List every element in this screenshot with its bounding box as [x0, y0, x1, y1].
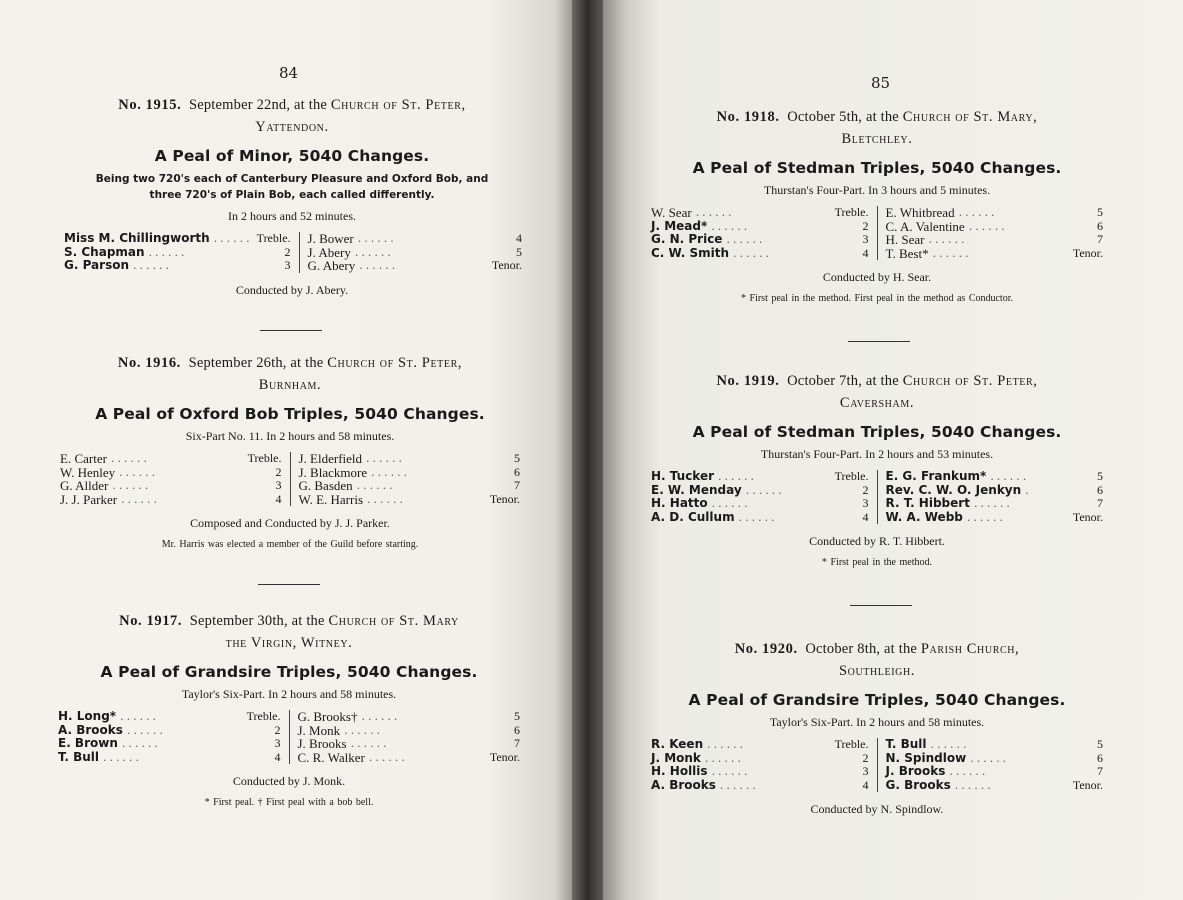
- leader-dots: ......: [371, 465, 411, 479]
- leader-dots: ......: [718, 470, 758, 483]
- leader-dots: ......: [110, 452, 150, 465]
- ringer-row: [651, 765, 869, 779]
- band-column-left: [651, 738, 878, 792]
- peal-duration: Thurstan's Four-Part. In 2 hours and 53 minutes.: [760, 447, 994, 461]
- ringer-row: [60, 493, 282, 507]
- ringer-row: [299, 452, 521, 466]
- ringer-row: [886, 247, 1104, 261]
- band-column-right: [878, 738, 1104, 792]
- ringer-name: Rev. C. W. O. Jenkyn: [885, 482, 1022, 497]
- bell-position: Treble.: [834, 737, 869, 751]
- ringer-name: J. Brooks: [885, 764, 946, 778]
- band-column-right: [878, 206, 1104, 260]
- ringer-name: T. Bull: [885, 737, 927, 751]
- leader-dots: .: [1025, 483, 1032, 497]
- ringer-name: E. W. Menday: [651, 482, 742, 497]
- band-column-left: [651, 470, 878, 524]
- ringer-name: J. Elderfield: [298, 451, 363, 466]
- leader-dots: ......: [344, 723, 384, 737]
- ringer-name: G. Basden: [298, 478, 353, 493]
- leader-dots: ......: [126, 723, 166, 737]
- peal-duration: Taylor's Six-Part. In 2 hours and 58 minutes.: [769, 715, 985, 729]
- peal-heading: No. 1918. October 5th, at the Church of St. Mary, Bletchley.: [716, 109, 1038, 147]
- ringer-row: [651, 497, 869, 511]
- bell-position: 7: [514, 478, 520, 492]
- ringer-name: G. Brooks†: [297, 709, 358, 724]
- leader-dots: ......: [733, 246, 773, 260]
- bell-position: 6: [514, 722, 520, 737]
- peal-duration: Six-Part No. 11. In 2 hours and 58 minutes.: [185, 429, 395, 443]
- bell-position: 7: [1097, 232, 1103, 246]
- ringer-name: E. G. Frankum*: [885, 469, 987, 483]
- bell-position: 5: [1097, 205, 1103, 219]
- ringer-row: [651, 484, 869, 498]
- ringer-row: [651, 752, 869, 766]
- leader-dots: ......: [359, 259, 399, 272]
- peal-heading: No. 1917. September 30th, at the Church of St. Mary the Virgin, Witney.: [119, 613, 459, 651]
- ringer-row: [886, 206, 1104, 220]
- leader-dots: ......: [119, 465, 159, 479]
- conductor-line: Conducted by R. T. Hibbert.: [809, 534, 945, 548]
- ringer-row: [651, 247, 869, 261]
- bell-position: Tenor.: [489, 749, 520, 764]
- band-list: [60, 452, 520, 506]
- ringer-name: G. Allder: [60, 478, 109, 493]
- ringer-name: E. Carter: [60, 451, 107, 466]
- ringer-row: [651, 470, 869, 484]
- ringer-row: [58, 737, 281, 751]
- leader-dots: ......: [103, 750, 142, 764]
- leader-dots: ......: [350, 737, 390, 750]
- leader-dots: ......: [954, 778, 994, 792]
- leader-dots: ......: [148, 245, 188, 259]
- ringer-row: [886, 497, 1104, 511]
- band-list: [651, 738, 1103, 792]
- band-column-left: [58, 710, 290, 764]
- leader-dots: ......: [121, 492, 161, 506]
- peal-title: A Peal of Minor, 5040 Changes.: [154, 147, 430, 165]
- ringer-row: [60, 452, 282, 466]
- ringer-row: [64, 246, 291, 260]
- ringer-name: A. D. Cullum: [651, 509, 735, 524]
- leader-dots: ......: [930, 738, 970, 751]
- leader-dots: ......: [356, 479, 396, 492]
- bell-position: 2: [284, 244, 291, 259]
- leader-dots: ......: [133, 259, 172, 272]
- ringer-row: [651, 511, 869, 525]
- band-column-left: [60, 452, 291, 506]
- leader-dots: ......: [707, 738, 747, 751]
- bell-position: 6: [1097, 218, 1103, 233]
- ringer-name: H. Tucker: [651, 469, 715, 483]
- peal-duration: Taylor's Six-Part. In 2 hours and 58 minutes.: [181, 687, 397, 701]
- ringer-name: J. Blackmore: [298, 464, 368, 480]
- bell-position: 2: [862, 218, 869, 233]
- bell-position: Treble.: [256, 231, 291, 245]
- leader-dots: ......: [704, 751, 744, 765]
- bell-position: 5: [514, 709, 520, 723]
- band-column-left: [651, 206, 878, 260]
- ringer-row: [298, 751, 521, 765]
- bell-position: 2: [275, 464, 282, 479]
- leader-dots: ......: [120, 710, 160, 723]
- ringer-name: A. Brooks: [651, 777, 716, 792]
- bell-position: Treble.: [247, 451, 282, 465]
- ringer-name: C. A. Valentine: [885, 218, 965, 234]
- ringer-row: [299, 493, 521, 507]
- bell-position: 3: [284, 258, 291, 272]
- ringer-name: R. T. Hibbert: [885, 496, 970, 510]
- bell-position: 4: [274, 749, 281, 764]
- band-list: [651, 470, 1103, 524]
- ringer-row: [886, 738, 1104, 752]
- ringer-row: [64, 232, 291, 246]
- bell-position: 5: [1097, 469, 1103, 483]
- conductor-line: Conducted by H. Sear.: [822, 270, 932, 284]
- band-column-right: [290, 710, 521, 764]
- leader-dots: ......: [354, 245, 394, 259]
- ringer-row: [299, 466, 521, 480]
- conductor-line: Conducted by J. Monk.: [232, 774, 346, 788]
- bell-position: 4: [275, 491, 282, 506]
- ringer-name: J. Brooks: [297, 736, 347, 751]
- ringer-row: [308, 246, 522, 260]
- bell-position: 5: [516, 244, 522, 259]
- ringer-row: [308, 259, 522, 273]
- ringer-name: W. Henley: [60, 464, 116, 480]
- leader-dots: ......: [745, 483, 785, 497]
- right-page: [603, 0, 1183, 900]
- bell-position: 7: [1097, 764, 1103, 778]
- bell-position: 7: [514, 736, 520, 750]
- leader-dots: ......: [367, 492, 406, 506]
- section-divider: [850, 605, 912, 606]
- page-number: 85: [871, 74, 891, 92]
- ringer-name: R. Keen: [651, 737, 704, 751]
- bell-position: 4: [516, 231, 522, 245]
- footnote: * First peal in the method.: [822, 557, 932, 568]
- band-list: [651, 206, 1103, 260]
- peal-note: Being two 720's each of Canterbury Pleasure and Oxford Bob, and three 720's of Plain Bob, each called differently.: [95, 173, 489, 201]
- bell-position: Tenor.: [491, 258, 522, 272]
- ringer-name: J. Abery: [307, 244, 351, 260]
- leader-dots: ......: [958, 206, 998, 219]
- ringer-row: [886, 470, 1104, 484]
- bell-position: 4: [862, 245, 869, 260]
- peal-record-1917: [58, 610, 520, 808]
- section-divider: [258, 584, 320, 585]
- bell-position: 3: [275, 478, 282, 492]
- leader-dots: ......: [970, 751, 1010, 765]
- leader-dots: ......: [695, 206, 735, 219]
- ringer-row: [58, 751, 281, 765]
- bell-position: Tenor.: [1072, 777, 1103, 792]
- ringer-name: J. Mead*: [651, 218, 708, 233]
- ringer-row: [308, 232, 522, 246]
- leader-dots: ......: [968, 219, 1008, 233]
- ringer-name: T. Best*: [885, 245, 929, 261]
- ringer-name: G. Abery: [307, 258, 356, 273]
- ringer-name: N. Spindlow: [885, 750, 967, 765]
- ringer-name: A. Brooks: [58, 722, 123, 737]
- ringer-name: C. R. Walker: [297, 749, 365, 765]
- ringer-row: [298, 710, 521, 724]
- band-column-right: [291, 452, 521, 506]
- ringer-row: [886, 765, 1104, 779]
- page-number: 84: [279, 64, 299, 82]
- footnote: * First peal in the method. First peal in the method as Conductor.: [741, 293, 1013, 304]
- leader-dots: ......: [932, 246, 972, 260]
- peal-heading: No. 1919. October 7th, at the Church of St. Peter, Caversham.: [716, 373, 1038, 411]
- leader-dots: ......: [112, 479, 152, 492]
- bell-position: Treble.: [246, 709, 281, 723]
- peal-record-1915: [62, 94, 522, 298]
- ringer-name: H. Hatto: [651, 496, 708, 510]
- leader-dots: ......: [928, 233, 968, 246]
- peal-title: A Peal of Stedman Triples, 5040 Changes.: [692, 159, 1062, 177]
- leader-dots: ......: [213, 232, 253, 245]
- ringer-name: H. Hollis: [651, 764, 708, 778]
- ringer-row: [298, 724, 521, 738]
- footnote: Mr. Harris was elected a member of the Guild before starting.: [161, 539, 419, 550]
- ringer-row: [299, 479, 521, 493]
- bell-position: 4: [862, 777, 869, 792]
- ringer-name: Miss M. Chillingworth: [64, 231, 210, 245]
- peal-heading: No. 1920. October 8th, at the Parish Church, Southleigh.: [734, 641, 1020, 679]
- bell-position: 5: [1097, 737, 1103, 751]
- bell-position: 2: [862, 750, 869, 765]
- peal-record-1919: [651, 370, 1103, 568]
- band-column-right: [878, 470, 1104, 524]
- leader-dots: ......: [726, 233, 766, 246]
- ringer-name: J. Monk: [651, 750, 701, 765]
- left-page: [0, 0, 572, 900]
- bell-position: 5: [514, 451, 520, 465]
- peal-record-1918: [651, 106, 1103, 304]
- bell-position: 3: [862, 232, 869, 246]
- ringer-name: J. Bower: [307, 231, 354, 246]
- bell-position: 3: [862, 496, 869, 510]
- ringer-name: W. Sear: [651, 205, 692, 220]
- leader-dots: ......: [357, 232, 397, 245]
- bell-position: 4: [862, 509, 869, 524]
- conductor-line: Conducted by J. Abery.: [235, 282, 349, 297]
- peal-heading: No. 1916. September 26th, at the Church of St. Peter, Burnham.: [117, 355, 463, 393]
- ringer-name: E. Whitbread: [885, 205, 955, 220]
- leader-dots: ......: [361, 710, 401, 723]
- leader-dots: ......: [973, 497, 1013, 510]
- ringer-name: H. Long*: [58, 709, 117, 723]
- conductor-line: Conducted by N. Spindlow.: [810, 802, 944, 816]
- ringer-row: [58, 710, 281, 724]
- ringer-row: [886, 484, 1104, 498]
- ringer-row: [651, 206, 869, 220]
- leader-dots: ......: [368, 750, 408, 764]
- ringer-row: [651, 738, 869, 752]
- bell-position: 6: [1097, 482, 1103, 497]
- peal-title: A Peal of Grandsire Triples, 5040 Changes.: [100, 663, 478, 681]
- peal-duration: In 2 hours and 52 minutes.: [228, 209, 356, 223]
- ringer-name: S. Chapman: [64, 244, 145, 259]
- ringer-row: [651, 220, 869, 234]
- ringer-row: [64, 259, 291, 273]
- ringer-row: [60, 479, 282, 493]
- leader-dots: ......: [711, 219, 751, 233]
- ringer-name: W. A. Webb: [885, 509, 963, 524]
- leader-dots: ......: [990, 470, 1030, 483]
- peal-duration: Thurstan's Four-Part. In 3 hours and 5 minutes.: [763, 183, 991, 197]
- peal-record-1916: [60, 352, 520, 550]
- ringer-row: [886, 220, 1104, 234]
- ringer-row: [886, 233, 1104, 247]
- bell-position: Tenor.: [489, 491, 520, 506]
- bell-position: Treble.: [834, 469, 869, 483]
- peal-record-1920: [651, 638, 1103, 817]
- ringer-row: [60, 466, 282, 480]
- ringer-name: J. J. Parker: [60, 491, 118, 507]
- leader-dots: ......: [366, 452, 406, 465]
- leader-dots: ......: [121, 737, 161, 750]
- leader-dots: ......: [719, 778, 759, 792]
- book-gutter: [572, 0, 603, 900]
- peal-heading: No. 1915. September 22nd, at the Church of St. Peter, Yattendon.: [118, 97, 466, 135]
- leader-dots: ......: [949, 765, 989, 778]
- bell-position: 7: [1097, 496, 1103, 510]
- ringer-name: W. E. Harris: [298, 491, 364, 507]
- ringer-name: E. Brown: [58, 736, 118, 750]
- ringer-name: G. Parson: [64, 258, 130, 272]
- ringer-row: [651, 233, 869, 247]
- footnote: * First peal. † First peal with a bob bell.: [204, 797, 374, 808]
- bell-position: 6: [1097, 750, 1103, 765]
- bell-position: Tenor.: [1072, 245, 1103, 260]
- bell-position: 2: [862, 482, 869, 497]
- bell-position: 3: [274, 736, 281, 750]
- leader-dots: ......: [711, 765, 751, 778]
- ringer-name: G. N. Price: [651, 232, 723, 246]
- leader-dots: ......: [966, 510, 1006, 524]
- ringer-row: [886, 779, 1104, 793]
- ringer-name: G. Brooks: [885, 777, 951, 792]
- leader-dots: ......: [711, 497, 751, 510]
- bell-position: 2: [274, 722, 281, 737]
- conductor-line: Composed and Conducted by J. J. Parker.: [190, 516, 390, 530]
- ringer-row: [58, 724, 281, 738]
- band-column-right: [300, 232, 522, 273]
- section-divider: [848, 341, 910, 342]
- section-divider: [260, 330, 322, 331]
- ringer-name: C. W. Smith: [651, 245, 730, 260]
- ringer-row: [298, 737, 521, 751]
- band-list: [62, 232, 522, 273]
- bell-position: 3: [862, 764, 869, 778]
- ringer-row: [651, 779, 869, 793]
- ringer-row: [886, 511, 1104, 525]
- bell-position: 6: [514, 464, 520, 479]
- ringer-row: [886, 752, 1104, 766]
- bell-position: Treble.: [834, 205, 869, 219]
- peal-title: A Peal of Stedman Triples, 5040 Changes.: [692, 423, 1062, 441]
- peal-title: A Peal of Oxford Bob Triples, 5040 Changes.: [95, 405, 485, 423]
- band-list: [58, 710, 520, 764]
- ringer-name: T. Bull: [58, 749, 100, 764]
- peal-title: A Peal of Grandsire Triples, 5040 Changes.: [688, 691, 1066, 709]
- ringer-name: J. Monk: [297, 722, 341, 738]
- band-column-left: [64, 232, 300, 273]
- leader-dots: ......: [738, 510, 778, 524]
- bell-position: Tenor.: [1072, 509, 1103, 524]
- ringer-name: H. Sear: [885, 232, 925, 247]
